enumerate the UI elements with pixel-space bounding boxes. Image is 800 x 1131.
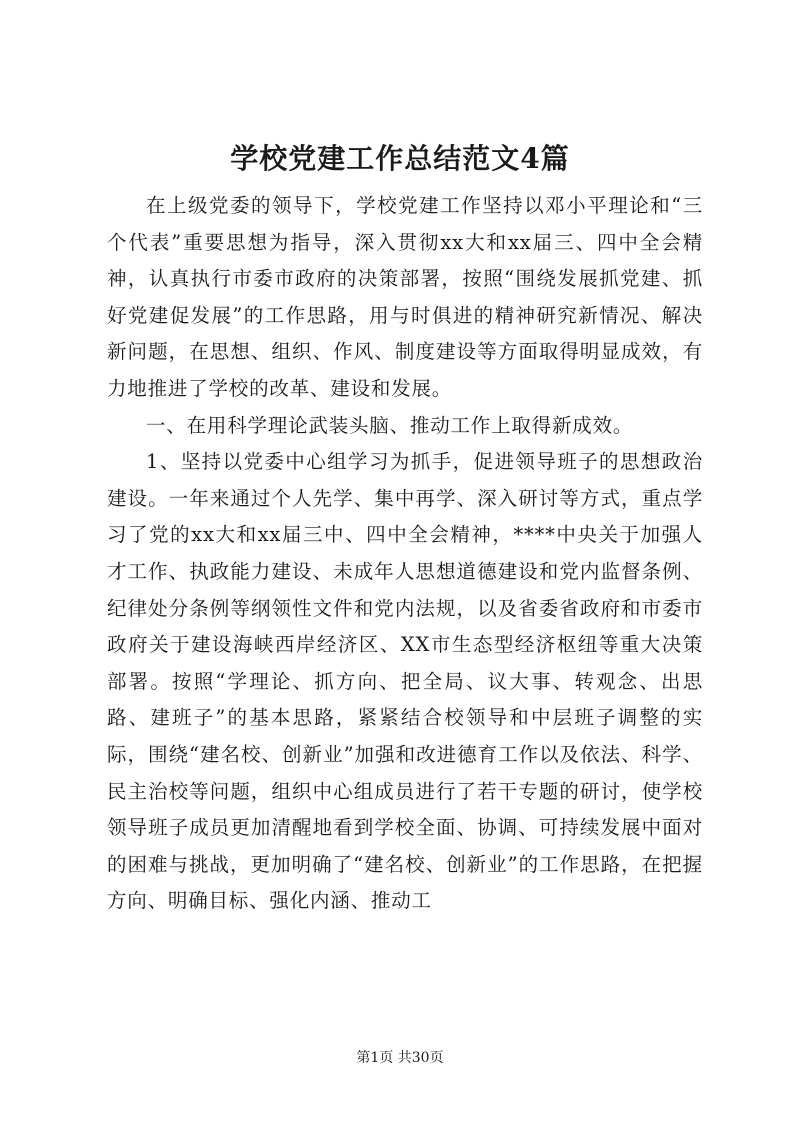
document-title: 学校党建工作总结范文4篇 — [230, 142, 570, 175]
section-heading: 一、在用科学理论武装头脑、推动工作上取得新成效。 — [146, 413, 634, 437]
page-footer: 第1页 共30页 — [356, 1050, 444, 1066]
document-body — [107, 188, 703, 920]
paragraph-intro: 在上级党委的领导下，学校党建工作坚持以邓小平理论和“三个代表”重要思想为指导，深入贯彻xx大和xx届三、四中全会精神，认真执行市委市政府的决策部署，按照“围绕发展抓党建、抓好党建促发展”的工作思路，用与时俱进的精神研究新情况、解决新问题，在思想、组织、作风、制度建设等方面取得明显成效，有力地推进了学校的改革、建设和发展。 — [107, 194, 703, 400]
paragraph-item-1: 1、坚持以党委中心组学习为抓手，促进领导班子的思想政治建设。一年来通过个人先学、集中再学、深入研讨等方式，重点学习了党的xx大和xx届三中、四中全会精神，****中央关于加强人才工作、执政能力建设、未成年人思想道德建设和党内监督条例、纪律处分条例等纲领性文件和党内法规，以及省委省政府和市委市政府关于建设海峡西岸经济区、XX市生态型经济枢纽等重大决策部署。按照“学理论、抓方向、把全局、议大事、转观念、出思路、建班子”的基本思路，紧紧结合校领导和中层班子调整的实际，围绕“建名校、创新业”加强和改进德育工作以及依法、科学、民主治校等问题，组织中心组成员进行了若干专题的研讨，使学校领导班子成员更加清醒地看到学校全面、协调、可持续发展中面对的困难与挑战，更加明确了“建名校、创新业”的工作思路，在把握方向、明确目标、强化内涵、推动工 — [107, 450, 703, 913]
